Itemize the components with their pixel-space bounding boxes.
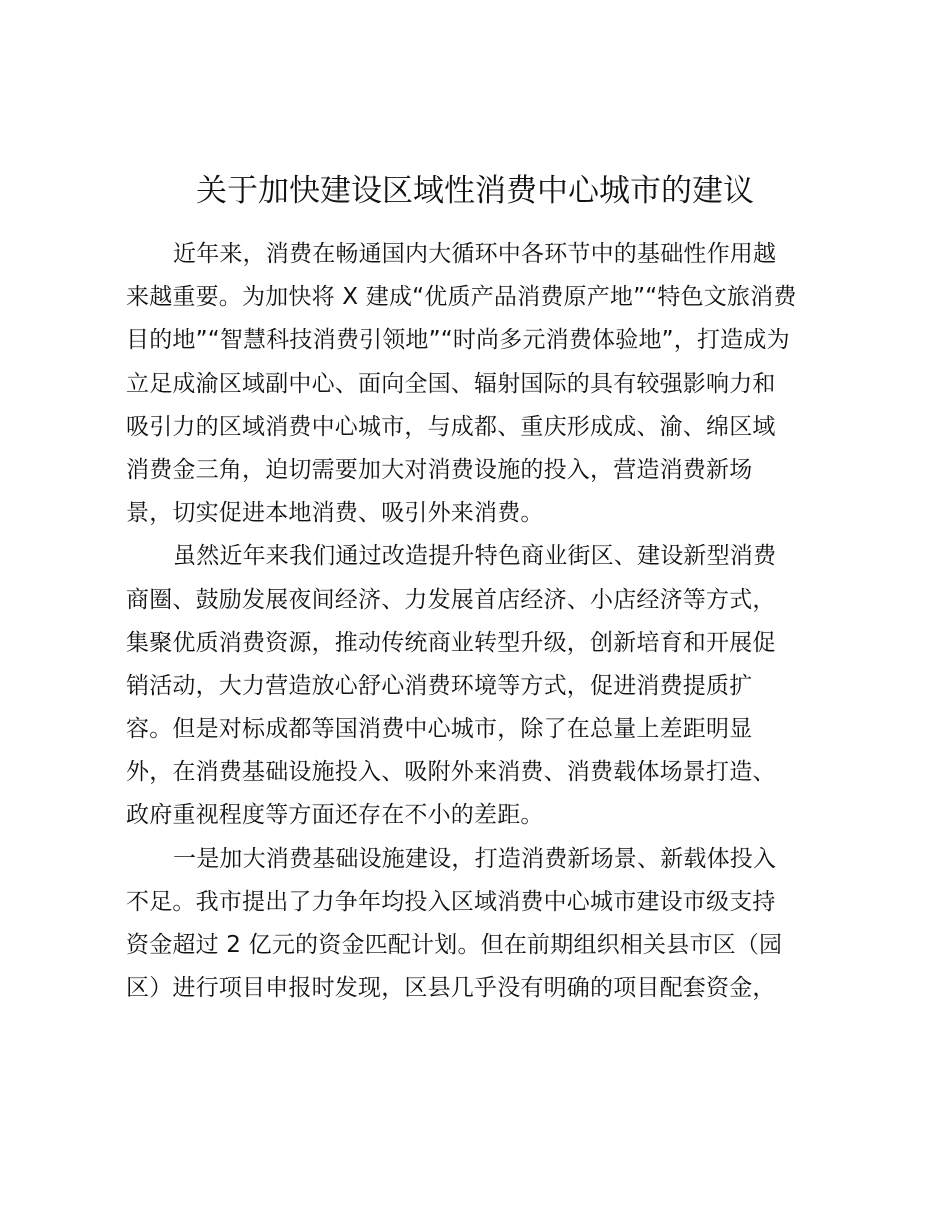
text-line: 区）进行项目申报时发现，区县几乎没有明确的项目配套资金， [126, 975, 776, 1002]
paragraph-3 [126, 838, 826, 1011]
text-line: 容。但是对标成都等国消费中心城市，除了在总量上差距明显 [126, 716, 753, 743]
text-line: 吸引力的区域消费中心城市，与成都、重庆形成成、渝、绵区域 [126, 413, 776, 440]
text-line: 不足。我市提出了力争年均投入区域消费中心城市建设市级支持 [126, 888, 776, 915]
text-line: 立足成渝区域副中心、面向全国、辐射国际的具有较强影响力和 [126, 370, 776, 397]
document-title: 关于加快建设区域性消费中心城市的建议 [196, 173, 754, 209]
document-body [126, 233, 826, 1010]
text-line: 近年来，消费在畅通国内大循环中各环节中的基础性作用越 [173, 241, 777, 267]
text-line: 商圈、鼓励发展夜间经济、力发展首店经济、小店经济等方式， [126, 586, 776, 613]
text-line: 政府重视程度等方面还存在不小的差距。 [126, 802, 544, 829]
text-line: 资金超过 2 亿元的资金匹配计划。但在前期组织相关县市区（园 [126, 932, 783, 958]
paragraph-1 [126, 233, 826, 535]
text-line: 消费金三角，迫切需要加大对消费设施的投入，营造消费新场 [126, 456, 753, 483]
text-line: 景，切实促进本地消费、吸引外来消费。 [126, 500, 544, 527]
paragraph-2 [126, 535, 826, 837]
text-line: 目的地”“智慧科技消费引领地”“时尚多元消费体验地”，打造成为 [126, 327, 790, 354]
text-line: 来越重要。为加快将 X 建成“优质产品消费原产地”“特色文旅消费 [126, 284, 797, 311]
text-line: 虽然近年来我们通过改造提升特色商业街区、建设新型消费 [173, 543, 777, 570]
text-line: 外，在消费基础设施投入、吸附外来消费、消费载体场景打造、 [126, 759, 776, 786]
text-line: 一是加大消费基础设施建设，打造消费新场景、新载体投入 [173, 845, 777, 872]
text-line: 集聚优质消费资源，推动传统商业转型升级，创新培育和开展促 [126, 629, 776, 656]
text-line: 销活动，大力营造放心舒心消费环境等方式，促进消费提质扩 [126, 672, 753, 699]
